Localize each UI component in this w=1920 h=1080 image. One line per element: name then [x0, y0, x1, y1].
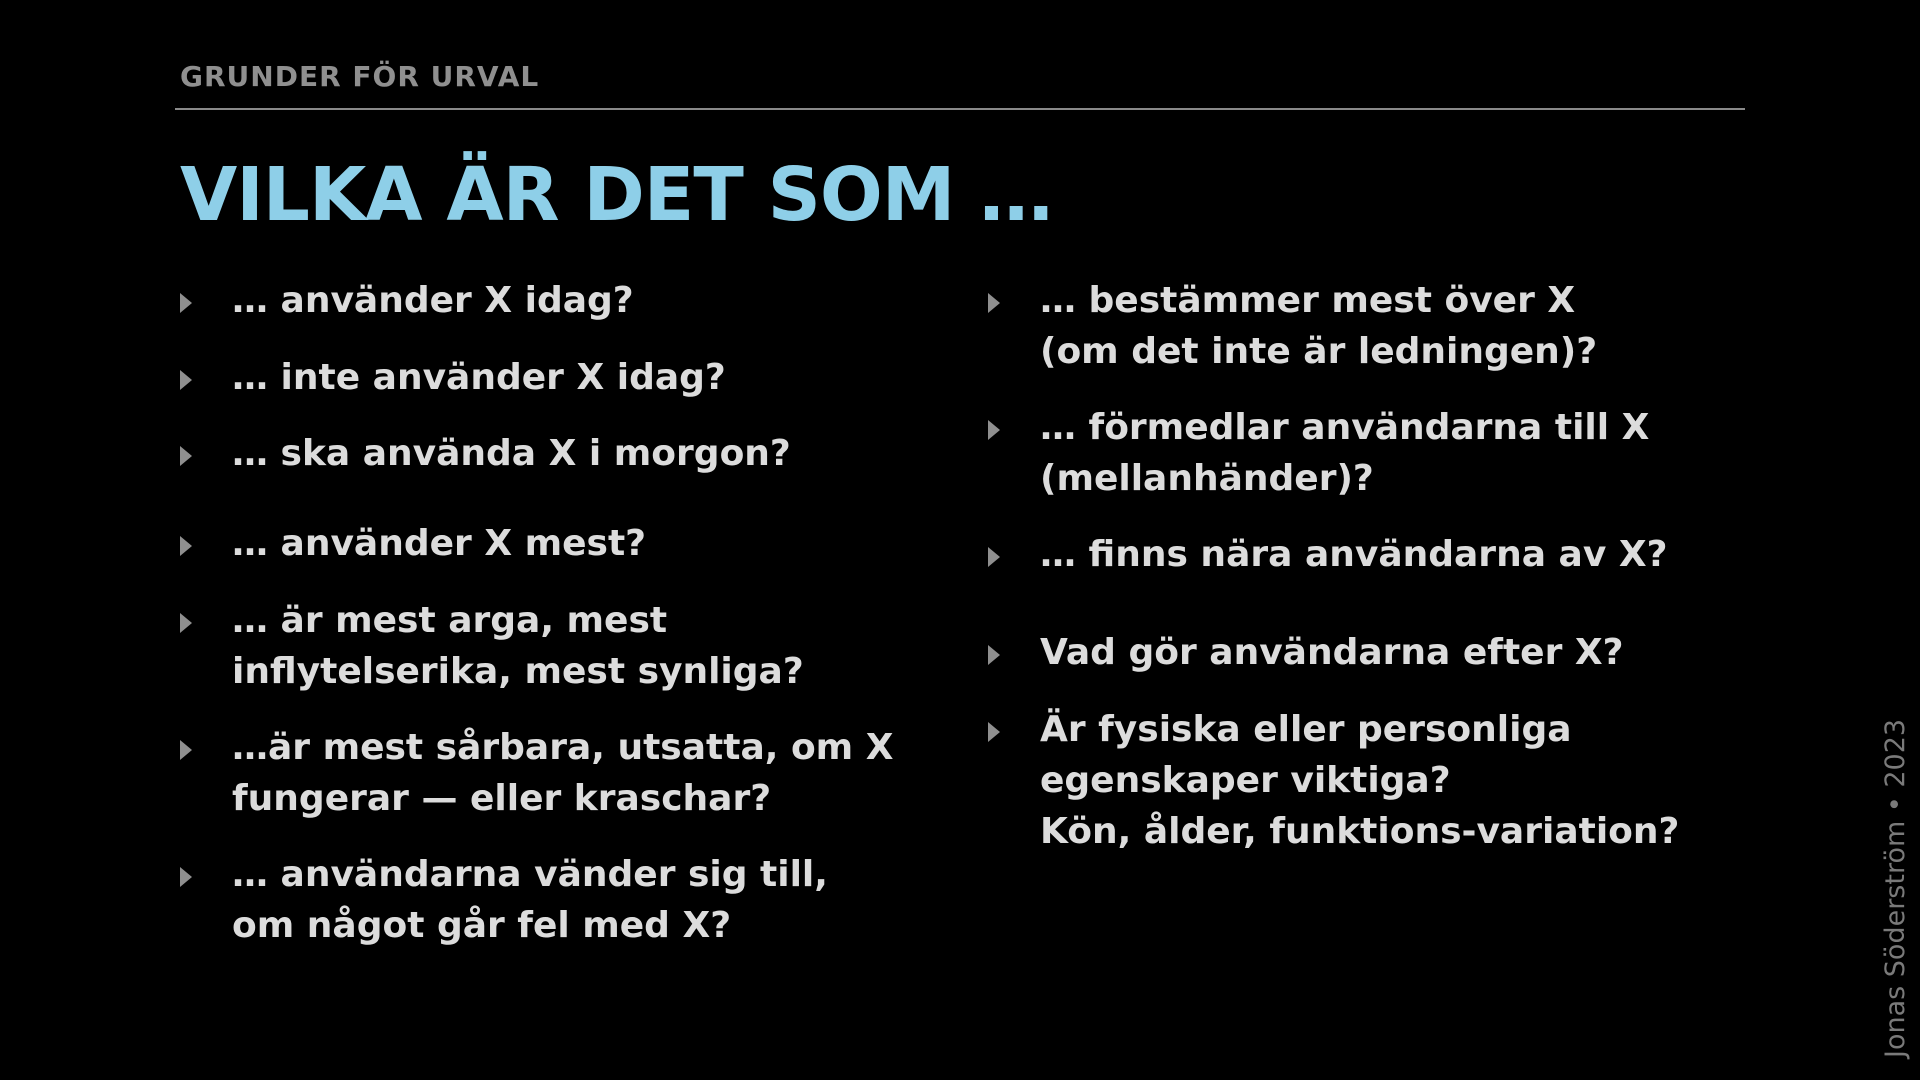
- list-item-text: [232, 352, 726, 403]
- list-item-line: Vad gör användarna efter X?: [1040, 632, 1624, 673]
- list-item-line: … använder X mest?: [232, 523, 647, 564]
- list-item-text: [232, 849, 828, 951]
- list-item-text: [232, 518, 646, 569]
- list-item-text: [232, 722, 893, 824]
- list-item-line: inflytelserika, mest synliga?: [232, 651, 804, 692]
- list-item-text: [1040, 704, 1679, 857]
- list-item-line: Är fysiska eller personliga: [1040, 709, 1572, 750]
- list-item-line: egenskaper viktiga?: [1040, 760, 1451, 801]
- list-item-line: om något går fel med X?: [232, 905, 732, 946]
- triangle-right-icon: [988, 293, 1000, 313]
- triangle-right-icon: [180, 536, 192, 556]
- list-item-text: [232, 275, 634, 326]
- list-item-line: … användarna vänder sig till,: [232, 854, 828, 895]
- list-item-line: (om det inte är ledningen)?: [1040, 331, 1598, 372]
- triangle-right-icon: [988, 722, 1000, 742]
- triangle-right-icon: [180, 293, 192, 313]
- section-label: GRUNDER FÖR URVAL: [180, 60, 540, 93]
- list-item-line: fungerar — eller kraschar?: [232, 778, 772, 819]
- slide-title: VILKA ÄR DET SOM …: [180, 152, 1053, 238]
- triangle-right-icon: [180, 446, 192, 466]
- triangle-right-icon: [180, 613, 192, 633]
- credit: Jonas Söderström • 2023: [1880, 718, 1911, 1058]
- list-item-text: [232, 595, 804, 697]
- triangle-right-icon: [180, 740, 192, 760]
- divider: [175, 108, 1745, 110]
- triangle-right-icon: [180, 867, 192, 887]
- triangle-right-icon: [988, 420, 1000, 440]
- list-item-line: … finns nära användarna av X?: [1040, 534, 1668, 575]
- list-item-line: … är mest arga, mest: [232, 600, 668, 641]
- list-item-text: [1040, 529, 1667, 580]
- triangle-right-icon: [988, 645, 1000, 665]
- list-item-text: [232, 428, 791, 479]
- list-item-line: … inte använder X idag?: [232, 357, 726, 398]
- list-item-line: …är mest sårbara, utsatta, om X: [232, 727, 894, 768]
- list-item-line: … förmedlar användarna till X: [1040, 407, 1650, 448]
- triangle-right-icon: [988, 547, 1000, 567]
- list-item-text: [1040, 275, 1597, 377]
- list-item-line: … använder X idag?: [232, 280, 634, 321]
- list-item-line: (mellanhänder)?: [1040, 458, 1374, 499]
- triangle-right-icon: [180, 370, 192, 390]
- list-item-line: Kön, ålder, funktions-variation?: [1040, 811, 1680, 852]
- list-item-line: … bestämmer mest över X: [1040, 280, 1576, 321]
- list-item-text: [1040, 402, 1649, 504]
- list-item-line: … ska använda X i morgon?: [232, 433, 791, 474]
- list-item-text: [1040, 627, 1624, 678]
